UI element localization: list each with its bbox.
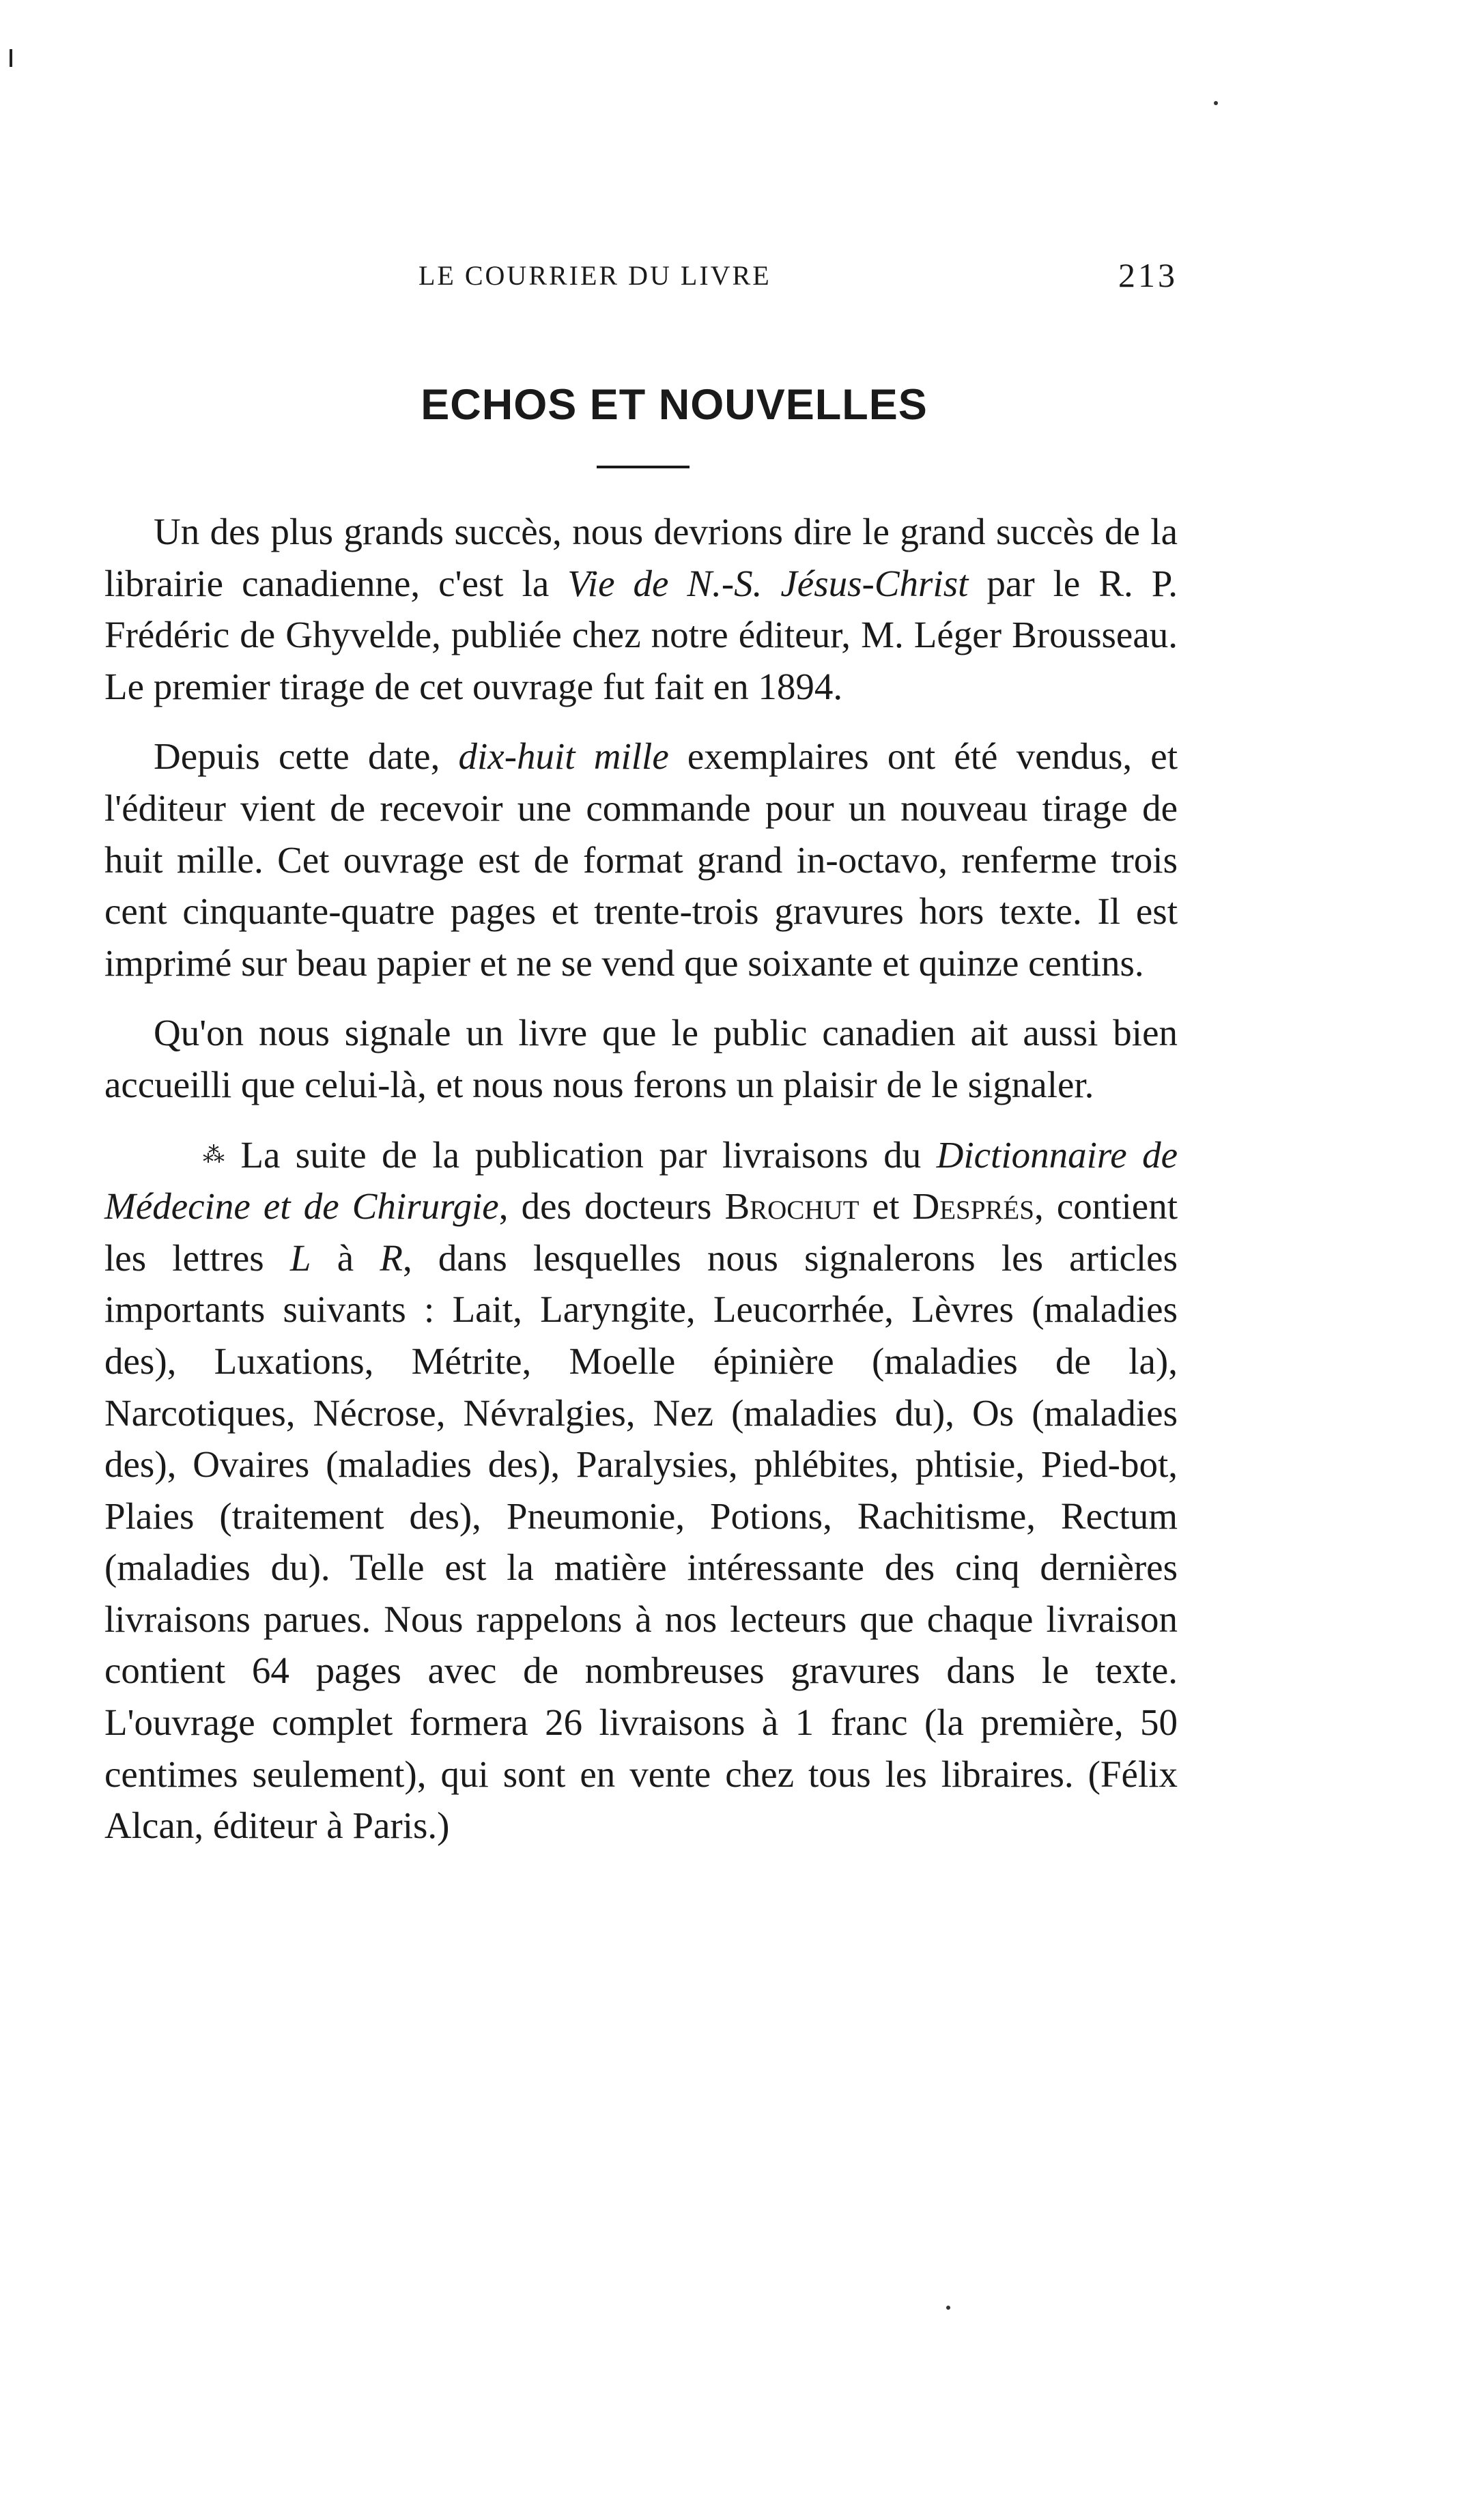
text-run: , dans lesquelles nous signalerons les articles importants suivants : Lait, Laryngite, Leucorrhée, Lèvres (maladies des), Luxations, Métrite, Moelle épinière (maladies de la), Narcotiques, Nécrose, Névralgies, Nez (maladies du), Os (maladies des), Ovaires (maladies des), Paralysies, phlébites, phtisie, Pied-bot, Plaies (traitement des), Pneumonie, Potions, Rachitisme, Rectum (maladies du). Telle est la matière intéressante des cinq dernières livraisons parues. Nous rappelons à nos lecteurs que chaque livraison contient 64 pages avec de nombreuses gravures dans le texte. L'ouvrage complet formera 26 livraisons à 1 franc (la première, 50 centimes seulement), qui sont en vente chez tous les libraires. (Félix Alcan, éditeur à Paris.) bbox=[104, 1236, 1178, 1847]
letter: L bbox=[289, 1236, 311, 1279]
title-rule bbox=[597, 466, 690, 468]
paragraph bbox=[104, 1129, 1178, 1852]
author-name: Després bbox=[912, 1185, 1034, 1228]
scan-speck bbox=[946, 2306, 950, 2310]
text-run: , des docteurs bbox=[498, 1185, 725, 1228]
text-run: par le R. P. Frédéric de Ghyvelde, publiée chez notre éditeur, M. Léger Brousseau. Le premier tirage de cet ouvrage fut fait en 1894. bbox=[104, 562, 1178, 707]
paragraph bbox=[104, 1007, 1178, 1110]
letter: R bbox=[380, 1236, 403, 1279]
book-title: Vie de N.-S. Jésus-Christ bbox=[567, 562, 969, 604]
paragraph bbox=[104, 731, 1178, 989]
text-run: La suite de la publication par livraisons du bbox=[225, 1133, 937, 1176]
text-run: , contient les lettres bbox=[104, 1185, 1178, 1279]
book-title: Dictionnaire de Médecine et de Chirurgie bbox=[104, 1133, 1178, 1228]
scan-mark bbox=[10, 49, 12, 67]
emphasis: dix-huit mille bbox=[458, 735, 669, 778]
paragraph bbox=[104, 506, 1178, 712]
text-run: et bbox=[859, 1185, 913, 1228]
asterism-icon: ⁂ bbox=[203, 1142, 225, 1167]
page-number: 213 bbox=[1118, 256, 1178, 294]
text-run: Un des plus grands succès, nous devrions dire le grand succès de la librairie canadienne, c'est la bbox=[104, 511, 1178, 604]
article-body bbox=[104, 506, 1178, 1870]
text-run: Depuis cette date, bbox=[154, 735, 459, 778]
text-run: exemplaires ont été vendus, et l'éditeur vient de recevoir une commande pour un nouveau tirage de huit mille. Cet ouvrage est de format grand in-octavo, renferme trois cent cinquante-quatre pages et trente-trois gravures hors texte. Il est imprimé sur beau papier et ne se vend que soixante et quinze centins. bbox=[104, 735, 1178, 984]
text-run: Qu'on nous signale un livre que le public canadien ait aussi bien accueilli que celui-là, et nous nous ferons un plaisir de le signaler. bbox=[104, 1012, 1178, 1105]
section-title: ECHOS ET NOUVELLES bbox=[421, 381, 928, 429]
text-run: à bbox=[311, 1236, 380, 1279]
author-name: Brochut bbox=[724, 1185, 860, 1228]
running-title: LE COURRIER DU LIVRE bbox=[418, 260, 771, 291]
scan-speck bbox=[1214, 101, 1218, 105]
running-head bbox=[104, 256, 1178, 307]
